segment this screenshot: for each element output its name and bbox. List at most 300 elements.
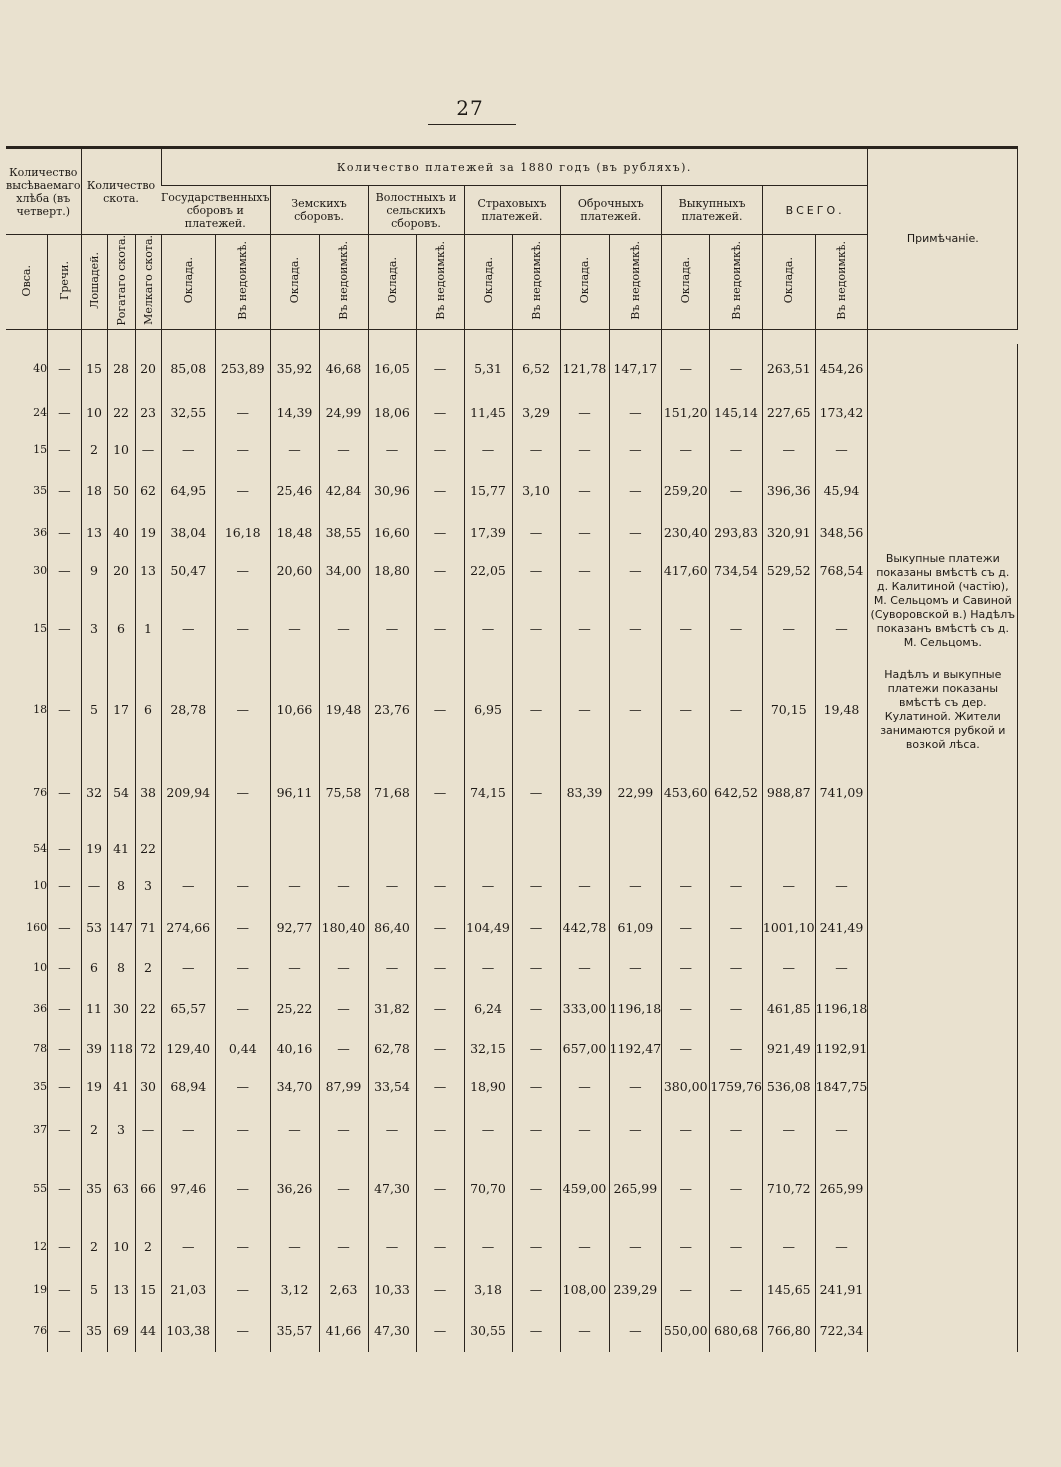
table-cell: — — [216, 432, 271, 468]
table-cell: 24,99 — [319, 394, 368, 432]
col-redemption-arrears: Въ недоимкѣ. — [710, 235, 763, 330]
col-small-cattle: Мелкаго скота. — [135, 235, 161, 330]
col-total-arrears: Въ недоимкѣ. — [815, 235, 868, 330]
table-cell: — — [512, 752, 560, 834]
table-cell: — — [609, 668, 662, 752]
table-cell: — — [815, 1224, 868, 1270]
table-cell: 988,87 — [762, 752, 815, 834]
table-cell: — — [135, 1106, 161, 1154]
table-cell: 19 — [81, 1068, 107, 1106]
table-cell: 259,20 — [662, 468, 710, 514]
table-row — [6, 752, 1018, 834]
table-cell: — — [662, 1106, 710, 1154]
table-cell: 38,04 — [161, 514, 215, 552]
table-body — [6, 329, 1018, 1352]
note-cell-empty — [868, 1154, 1018, 1224]
table-cell: 30 — [33, 564, 48, 578]
table-cell: 180,40 — [319, 908, 368, 948]
table-cell: 36,26 — [270, 1154, 319, 1224]
table-cell: — — [662, 432, 710, 468]
table-cell: — — [270, 1106, 319, 1154]
table-cell: 83,39 — [560, 752, 609, 834]
table-cell: 28 — [107, 344, 135, 394]
table-cell: 768,54 — [815, 552, 868, 590]
table-cell: 54 — [33, 842, 48, 856]
table-cell: 35 — [81, 1154, 107, 1224]
table-cell: — — [464, 1224, 512, 1270]
table-cell: 253,89 — [216, 344, 271, 394]
table-cell: — — [216, 468, 271, 514]
table-row — [6, 908, 1018, 948]
table-cell — [762, 834, 815, 864]
table-cell: 380,00 — [662, 1068, 710, 1106]
table-row — [6, 948, 1018, 988]
table-cell: 15 — [135, 1270, 161, 1310]
table-row — [6, 668, 1018, 752]
table-cell: 72 — [135, 1030, 161, 1068]
table-cell: 30 — [107, 988, 135, 1030]
table-cell: — — [512, 1106, 560, 1154]
table-cell: 129,40 — [161, 1030, 215, 1068]
table-cell: — — [710, 468, 763, 514]
table-cell: 108,00 — [560, 1270, 609, 1310]
table-cell: 22,99 — [609, 752, 662, 834]
table-cell: — — [161, 432, 215, 468]
note-cell-empty — [868, 834, 1018, 864]
table-cell: 21,03 — [161, 1270, 215, 1310]
table-cell: 173,42 — [815, 394, 868, 432]
note-cell-empty — [868, 1106, 1018, 1154]
table-cell: — — [216, 668, 271, 752]
table-cell — [512, 834, 560, 864]
table-spacer-row — [6, 329, 1018, 344]
table-cell: 30 — [135, 1068, 161, 1106]
table-cell: — — [161, 1224, 215, 1270]
table-cell: — — [416, 1270, 464, 1310]
table-cell: — — [560, 432, 609, 468]
table-cell: 87,99 — [319, 1068, 368, 1106]
table-cell: 15,77 — [464, 468, 512, 514]
table-cell: 20,60 — [270, 552, 319, 590]
table-cell: — — [710, 1030, 763, 1068]
table-cell: 41,66 — [319, 1310, 368, 1352]
table-cell: — — [416, 1030, 464, 1068]
table-cell: — — [48, 834, 81, 864]
table-cell: 209,94 — [161, 752, 215, 834]
table-cell: 10 — [33, 879, 48, 893]
table-cell: 396,36 — [762, 468, 815, 514]
table-cell: 2 — [81, 432, 107, 468]
col-state-arrears: Въ недоимкѣ. — [216, 235, 271, 330]
table-cell: — — [560, 864, 609, 908]
spacer-cell — [609, 329, 662, 344]
table-row — [6, 344, 1018, 394]
group-header-state: Государственныхъ сборовъ и платежей. — [161, 186, 270, 235]
table-cell: — — [319, 988, 368, 1030]
note-cell-empty — [868, 1030, 1018, 1068]
table-cell: 18,48 — [270, 514, 319, 552]
table-row — [6, 834, 1018, 864]
table-cell: 18,06 — [368, 394, 416, 432]
table-cell: — — [216, 908, 271, 948]
table-cell: — — [319, 1224, 368, 1270]
table-row — [6, 1310, 1018, 1352]
table-cell: — — [762, 948, 815, 988]
table-cell: 92,77 — [270, 908, 319, 948]
table-cell: 66 — [135, 1154, 161, 1224]
table-cell: 3 — [135, 864, 161, 908]
table-cell: 34,70 — [270, 1068, 319, 1106]
table-cell: — — [464, 432, 512, 468]
table-cell: 47,30 — [368, 1310, 416, 1352]
table-cell: 6,24 — [464, 988, 512, 1030]
group-header-zemstvo: Земскихъ сборовъ. — [270, 186, 368, 235]
table-cell: 32 — [81, 752, 107, 834]
table-cell: — — [216, 552, 271, 590]
table-cell: — — [762, 1106, 815, 1154]
table-cell — [464, 834, 512, 864]
table-cell: 265,99 — [609, 1154, 662, 1224]
table-cell: 55 — [33, 1182, 48, 1196]
table-cell: 17 — [107, 668, 135, 752]
table-cell: — — [710, 668, 763, 752]
table-cell: 35 — [33, 484, 48, 498]
table-cell: 1 — [135, 590, 161, 668]
page-number: 27 — [456, 96, 484, 120]
table-cell: 5 — [81, 1270, 107, 1310]
table-cell: 320,91 — [762, 514, 815, 552]
table-cell: 45,94 — [815, 468, 868, 514]
table-cell — [319, 834, 368, 864]
table-cell: — — [368, 590, 416, 668]
table-row — [6, 1030, 1018, 1068]
table-cell — [710, 834, 763, 864]
table-cell: 6 — [135, 668, 161, 752]
spacer-cell — [48, 329, 81, 344]
table-cell: 454,26 — [815, 344, 868, 394]
table-cell: — — [609, 864, 662, 908]
table-cell: 145,65 — [762, 1270, 815, 1310]
table-cell: — — [48, 1154, 81, 1224]
table-cell: — — [710, 1270, 763, 1310]
table-cell: 41 — [107, 834, 135, 864]
table-cell: — — [560, 552, 609, 590]
note-cell-empty — [868, 752, 1018, 834]
table-cell: — — [216, 988, 271, 1030]
table-cell: 18 — [81, 468, 107, 514]
table-cell: 10,33 — [368, 1270, 416, 1310]
table-cell: 17,39 — [464, 514, 512, 552]
table-cell: 274,66 — [161, 908, 215, 948]
col-volost-salary: Оклада. — [368, 235, 416, 330]
table-cell: — — [319, 948, 368, 988]
spacer-cell — [319, 329, 368, 344]
table-cell: — — [662, 1224, 710, 1270]
table-cell: 16,18 — [216, 514, 271, 552]
table-cell: — — [416, 432, 464, 468]
table-cell: 15 — [33, 622, 48, 636]
table-cell: 97,46 — [161, 1154, 215, 1224]
table-cell: — — [270, 432, 319, 468]
table-cell: 5 — [81, 668, 107, 752]
table-cell: — — [48, 468, 81, 514]
table-cell: 104,49 — [464, 908, 512, 948]
table-cell: — — [416, 908, 464, 948]
note-cell-empty — [868, 988, 1018, 1030]
table-cell: 40 — [107, 514, 135, 552]
table-cell: 241,91 — [815, 1270, 868, 1310]
table-cell: 19,48 — [319, 668, 368, 752]
table-cell: 33,54 — [368, 1068, 416, 1106]
table-cell: — — [609, 394, 662, 432]
table-cell: 8 — [107, 948, 135, 988]
table-cell: 241,49 — [815, 908, 868, 948]
table-cell: — — [762, 432, 815, 468]
spacer-cell — [81, 329, 107, 344]
table-cell: — — [48, 432, 81, 468]
table-cell: — — [416, 1154, 464, 1224]
table-cell: 15 — [33, 443, 48, 457]
table-cell: — — [662, 864, 710, 908]
note-cell: Выкупные платежи показаны вмѣстѣ съ д. д. Калитиной (частію), М. Сельцомъ и Савиной (Суворовской в.) Надѣлъ показанъ вмѣстѣ съ д. М. Сельцомъ. — [868, 552, 1018, 668]
spacer-cell — [161, 329, 215, 344]
table-cell: 61,09 — [609, 908, 662, 948]
table-cell: 16,05 — [368, 344, 416, 394]
table-cell: 16,60 — [368, 514, 416, 552]
table-cell: — — [48, 1224, 81, 1270]
table-cell: 37 — [33, 1123, 48, 1137]
table-cell: 741,09 — [815, 752, 868, 834]
group-header-quitrent: Оброчныхъ платежей. — [560, 186, 662, 235]
table-cell: — — [216, 1154, 271, 1224]
col-horned-cattle: Рогатаго скота. — [107, 235, 135, 330]
table-cell: 71 — [135, 908, 161, 948]
table-cell: — — [368, 948, 416, 988]
table-cell: 85,08 — [161, 344, 215, 394]
table-cell: — — [662, 344, 710, 394]
table-cell: — — [609, 1310, 662, 1352]
table-cell: 35,57 — [270, 1310, 319, 1352]
table-cell: — — [216, 1106, 271, 1154]
col-quitrent-salary: Оклада. — [560, 235, 609, 330]
table-cell: 22 — [135, 834, 161, 864]
cattle-group-header: Количество скота. — [81, 148, 161, 235]
table-cell: 459,00 — [560, 1154, 609, 1224]
table-cell: 25,46 — [270, 468, 319, 514]
table-cell: 5,31 — [464, 344, 512, 394]
table-cell: 0,44 — [216, 1030, 271, 1068]
payments-title: Количество платежей за 1880 годъ (въ рубляхъ). — [161, 148, 868, 186]
table-cell: 69 — [107, 1310, 135, 1352]
table-cell: — — [560, 1224, 609, 1270]
group-header-redemption: Выкупныхъ платежей. — [662, 186, 763, 235]
table-cell: — — [48, 668, 81, 752]
table-cell: — — [464, 864, 512, 908]
table-cell: 40,16 — [270, 1030, 319, 1068]
table-cell: — — [48, 752, 81, 834]
col-volost-arrears: Въ недоимкѣ. — [416, 235, 464, 330]
table-cell: 76 — [33, 1324, 48, 1338]
table-cell: — — [161, 864, 215, 908]
table-cell: — — [512, 948, 560, 988]
table-cell: — — [416, 552, 464, 590]
table-cell: 22 — [107, 394, 135, 432]
table-row — [6, 1068, 1018, 1106]
table-cell: — — [710, 344, 763, 394]
table-cell: 160 — [26, 921, 48, 935]
table-cell: 13 — [107, 1270, 135, 1310]
table-cell: 18,80 — [368, 552, 416, 590]
table-cell: — — [48, 988, 81, 1030]
table-cell: 28,78 — [161, 668, 215, 752]
table-cell: — — [464, 590, 512, 668]
table-cell: 47,30 — [368, 1154, 416, 1224]
table-cell: — — [815, 432, 868, 468]
table-cell: 2 — [135, 1224, 161, 1270]
table-cell: — — [319, 432, 368, 468]
table-cell: — — [710, 1224, 763, 1270]
table-cell: — — [560, 468, 609, 514]
table-cell: — — [216, 948, 271, 988]
table-cell: — — [512, 908, 560, 948]
table-cell: — — [710, 432, 763, 468]
table-cell: 461,85 — [762, 988, 815, 1030]
table-row — [6, 552, 1018, 590]
table-cell: 263,51 — [762, 344, 815, 394]
table-cell: — — [662, 908, 710, 948]
table-cell: — — [762, 1224, 815, 1270]
table-cell: 35 — [33, 1080, 48, 1094]
table-cell: 19,48 — [815, 668, 868, 752]
table-cell — [662, 834, 710, 864]
group-header-total: ВСЕГО. — [762, 186, 867, 235]
table-row — [6, 1154, 1018, 1224]
table-cell: — — [48, 864, 81, 908]
table-cell: 74,15 — [464, 752, 512, 834]
table-cell: — — [270, 948, 319, 988]
table-cell: — — [512, 1270, 560, 1310]
note-cell-empty — [868, 514, 1018, 552]
table-row — [6, 514, 1018, 552]
table-cell: — — [710, 988, 763, 1030]
table-cell: — — [48, 1106, 81, 1154]
table-cell: 40 — [33, 362, 48, 376]
table-cell: 10 — [107, 1224, 135, 1270]
table-cell: — — [815, 590, 868, 668]
table-cell: — — [512, 1030, 560, 1068]
table-cell: — — [464, 948, 512, 988]
table-cell: — — [48, 1310, 81, 1352]
table-cell — [270, 834, 319, 864]
table-cell: 68,94 — [161, 1068, 215, 1106]
table-cell — [368, 834, 416, 864]
table-cell: 536,08 — [762, 1068, 815, 1106]
table-cell: 239,29 — [609, 1270, 662, 1310]
table-cell: 20 — [135, 344, 161, 394]
table-cell: 118 — [107, 1030, 135, 1068]
note-cell-empty — [868, 1224, 1018, 1270]
table-cell: 34,00 — [319, 552, 368, 590]
table-cell: 333,00 — [560, 988, 609, 1030]
table-cell: — — [319, 1154, 368, 1224]
table-cell: — — [48, 1030, 81, 1068]
table-cell: — — [48, 1270, 81, 1310]
table-cell: 19 — [81, 834, 107, 864]
spacer-cell — [464, 329, 512, 344]
table-cell: 6 — [81, 948, 107, 988]
table-cell: 64,95 — [161, 468, 215, 514]
table-cell: — — [319, 1106, 368, 1154]
table-row — [6, 468, 1018, 514]
table-cell: 50 — [107, 468, 135, 514]
note-cell-empty — [868, 432, 1018, 468]
table-cell: 32,15 — [464, 1030, 512, 1068]
table-cell: 348,56 — [815, 514, 868, 552]
col-insurance-salary: Оклада. — [464, 235, 512, 330]
table-cell: — — [512, 432, 560, 468]
spacer-cell — [868, 329, 1018, 344]
note-cell-empty — [868, 1310, 1018, 1352]
spacer-cell — [512, 329, 560, 344]
table-cell: 70,15 — [762, 668, 815, 752]
table-cell: — — [319, 590, 368, 668]
table-cell: — — [512, 864, 560, 908]
table-cell: 39 — [81, 1030, 107, 1068]
table-cell: — — [609, 1224, 662, 1270]
table-cell — [560, 834, 609, 864]
table-cell: — — [270, 864, 319, 908]
table-cell: 529,52 — [762, 552, 815, 590]
spacer-cell — [135, 329, 161, 344]
table-cell: 22,05 — [464, 552, 512, 590]
table-cell: 722,34 — [815, 1310, 868, 1352]
table-cell: 1847,75 — [815, 1068, 868, 1106]
spacer-cell — [560, 329, 609, 344]
table-cell: — — [560, 514, 609, 552]
table-cell: — — [560, 948, 609, 988]
table-cell: — — [560, 668, 609, 752]
table-cell: — — [416, 1310, 464, 1352]
table-cell: — — [48, 344, 81, 394]
table-cell: — — [416, 468, 464, 514]
table-cell: 65,57 — [161, 988, 215, 1030]
table-cell: — — [609, 590, 662, 668]
table-cell: 15 — [81, 344, 107, 394]
table-cell: 1759,76 — [710, 1068, 763, 1106]
table-cell: — — [710, 908, 763, 948]
table-cell: 227,65 — [762, 394, 815, 432]
spacer-cell — [815, 329, 868, 344]
table-cell: — — [662, 1270, 710, 1310]
col-insurance-arrears: Въ недоимкѣ. — [512, 235, 560, 330]
table-cell: — — [609, 432, 662, 468]
table-row — [6, 1106, 1018, 1154]
table-cell: 10,66 — [270, 668, 319, 752]
table-cell: — — [710, 590, 763, 668]
col-zemstvo-salary: Оклада. — [270, 235, 319, 330]
table-cell: — — [662, 590, 710, 668]
table-cell: — — [416, 1106, 464, 1154]
table-cell: — — [609, 552, 662, 590]
spacer-cell — [107, 329, 135, 344]
table-cell: 41 — [107, 1068, 135, 1106]
table-cell: 78 — [33, 1042, 48, 1056]
table-cell: — — [416, 394, 464, 432]
table-cell: 44 — [135, 1310, 161, 1352]
table-cell: 10 — [33, 961, 48, 975]
table-cell: 24 — [33, 406, 48, 420]
table-cell: 46,68 — [319, 344, 368, 394]
